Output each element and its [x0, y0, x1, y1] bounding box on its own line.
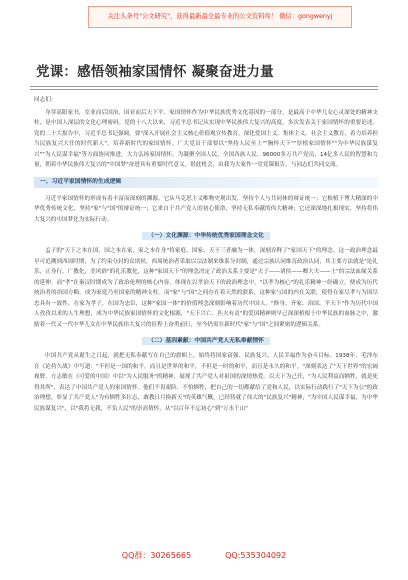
- subsection-heading-2-text: （二）基因素献：中国共产党人无私奉献情怀: [142, 337, 270, 345]
- section-1-intro: 习近平家国情怀的形成有着丰富而深刻的渊源。它从马克思主义唯物史观出发，坚持个人与共同体的辩证统一；它根植于博大精深的中华优秀传统文化，坚持"家"与"国"的辩证统一；它来自于共产党人的初心使命，坚持无私奉献的伟大精神；它还深深地扎根现实，坚持将伟大复兴的中国梦化为实际行动。: [34, 195, 378, 223]
- title-divider-top: [30, 86, 378, 87]
- footer-qq: QQ:535304092: [225, 551, 287, 560]
- intro-paragraph: 身穿高阳家书，室亚而后国治，国亚而后天下平。家国情怀作为中华民族优秀文化基因的一部分，是最高于中华儿女心灵深处的精神支柱，是中国人深层的文化心理密码。党的十八大以来，习近平总书记从实现中华民族伟大复兴的高度，多次发表关于家国情怀的重要论述。党的二十大报告中，习近平总书记强调，要"深入开展社会主义核心价值观宣传教育，深化爱国主义、集体主义、社会主义教育，着力培养担当民族复兴大任的时代新人"，培养新时代的家国情怀。广大党员干部要以"坚持人民至上""胸怀天下""厚植家国情怀""为中华民族谋复兴""为人民谋幸福"等方面协同推进，大力弘扬家国情怀，为凝聚全国人民、全国各族人民、96000多万共产党员、14亿多人民的智慧和力量，朝着中华民族伟大复兴的"中国梦"奋进具有重要时代意义。借此机会，由我为大家作一堂党课报告，与同志们共同交流。: [34, 109, 378, 168]
- greeting: 同志们：: [34, 97, 57, 103]
- footer-contact: [0, 546, 408, 566]
- subsection-heading-1-text: （一）文化渊源：中华传统优秀家国理念文化: [142, 232, 270, 240]
- section-heading-1: 一、习近平家国情怀的生成逻辑: [34, 177, 378, 188]
- subsection-heading-2: [34, 336, 378, 346]
- footer-qq-group: QQ群：30265665: [121, 551, 192, 560]
- subsection-heading-1: [34, 231, 378, 241]
- document-body: [34, 95, 378, 414]
- page-title: 党课：感悟领袖家国情怀 凝聚奋进力量: [36, 64, 274, 80]
- subsection-2-text: 中国共产党从诞生之日起，就把无私奉献写在自己的旗帜上，始终将国家富强、民族复兴、人民幸福作为奋斗目标。1938年，毛泽东在《论持久战》中写道："不但是一国的和平，而且是世界的和平，不但是一时的和平，而且是永久的和平。"深刻表达了"天下世界"的宏阔视野，方志敏在《可爱的中国》中以"为人民服务"的精神，展现了共产党人对祖国的深情热爱。以天下为己任，"为人民利益而牺牲，就是死得其所"，表达了中国共产党人的家国情怀。他们不畏艰险、不怕牺牲，把自己的一切都献给了党和人民，以实际行动践行了"天下为公"的政治理想，彰显了共产党人"为有牺牲多壮志，敢教日月换新天"的英雄气概，已经铸就了伟大的"民族复兴"精神，"为中国人民谋幸福，为中华民族谋复兴"，以"我将无我，不负人民"的崇高情怀，从"以百年不忘初心"到"万水千山": [34, 353, 378, 412]
- promo-banner: 关注头条号"公文研究"，获得最新最全最专业的公文资料库！ 微信：gongwenyj: [88, 6, 352, 28]
- title-divider-bottom: [30, 89, 378, 90]
- subsection-1-text: 孟子的"天下之本在国，国之本在家，家之本在身"将家庭、国家、天下三者融为一体，深刻诠释了"家国天下"的理念。这一政治理念最早可追溯到西周时期，为了约束分封的众诸侯，西周统治者采取以宗法制来维系分封制，通过宗族认同维育政治认同，其主要方法就是"论礼乐，正身行，广教化，美风俗"的礼乐教化，这种"家国天下"的理念决定了政治关系主要是"天子——诸侯——卿大夫——士"的宗法血缘关系的延伸。而"孝"在秦汉时期成为了政治伦理的核心内容，体现在以孝治天下的政治理念中，"以孝为核心"的礼乐精神一经确立，便成为历代统治者的治国方略。成为家庭乃至国家的精神支柱。而"家"与"国"之间存在着天然的联系，这种家与国的内在关联，使得在家尽孝与为国尽忠具有一致性。在家为孝子，在国为忠臣，这种"家国一体"的价值理念深刻影响着历代中国人。"修身、齐家、治国、平天下"作为历代中国人孜孜以求的人生理想，成为中华民族家国情怀的文化根源，"天下兴亡、匹夫有责"的爱国精神则早已深深植根于中华民族的血脉之中，激励着一代又一代中华儿女在中华民族伟大复兴的征程上奋勇前行，至今仍需在新时代"家"与"国"之间紧密的逻辑关系。: [34, 248, 378, 328]
